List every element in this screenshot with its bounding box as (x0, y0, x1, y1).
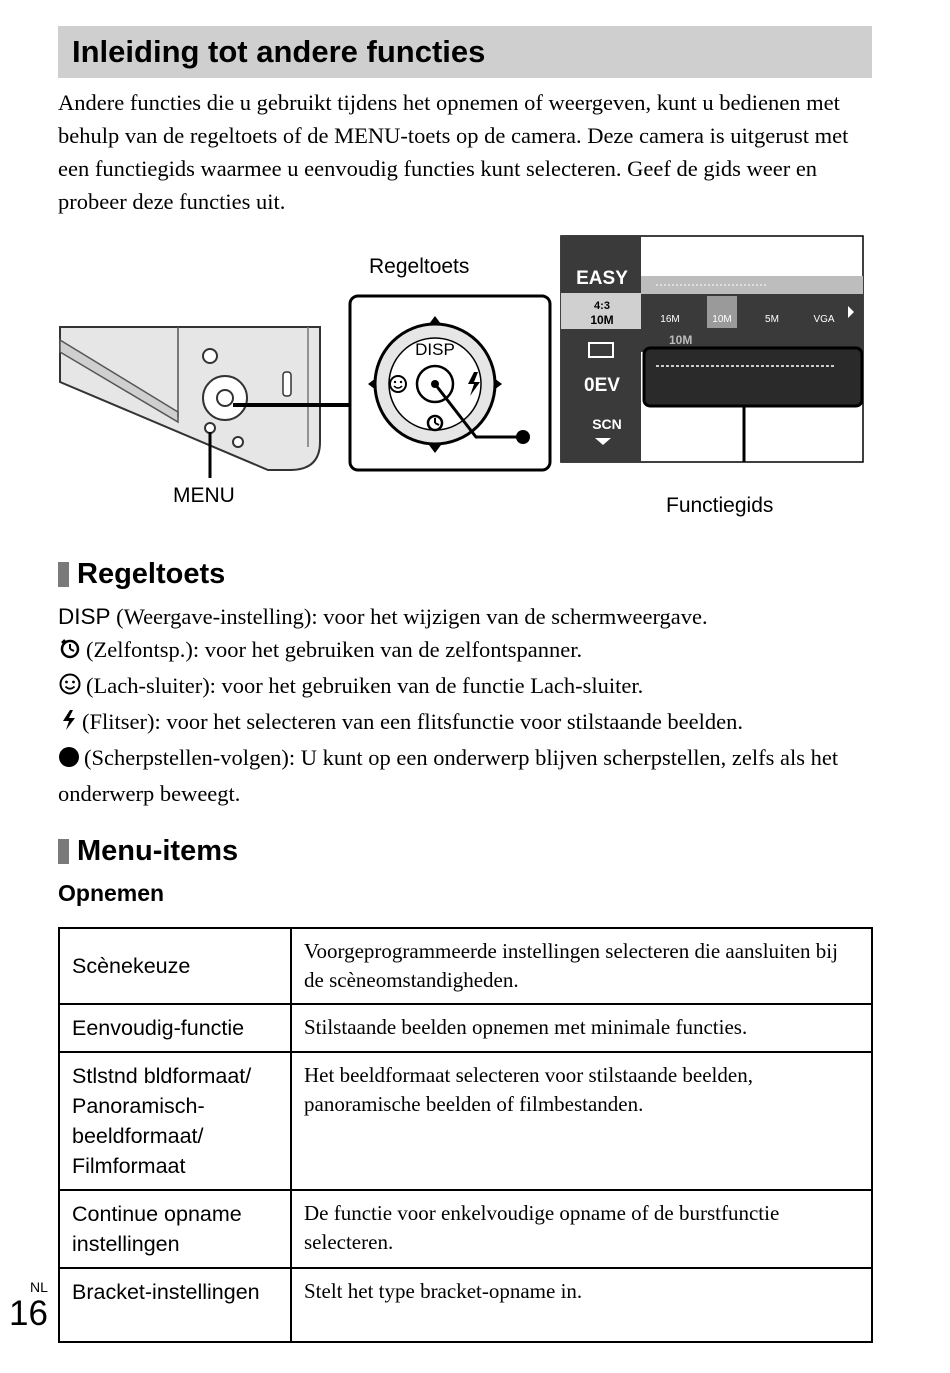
screen-scn-text: SCN (592, 416, 622, 432)
self-timer-text: (Zelfontsp.): voor het gebruiken van de zelfontspanner. (86, 637, 583, 662)
menu-item-description: De functie voor enkelvoudige opname of de burstfunctie selecteren. (291, 1190, 872, 1268)
menu-items-heading-text: Menu-items (77, 835, 239, 867)
smile-shutter-icon (58, 672, 82, 705)
screen-current-size: 10M (590, 313, 614, 327)
table-row (59, 1004, 872, 1052)
intro-paragraph: Andere functies die u gebruikt tijdens het opnemen of weergeven, kunt u bedienen met behulp van de regeltoets of de MENU-toets op de camera. Deze camera is uitgerust met een functiegids waarmee u eenvoudig functies kunt selecteren. Geef de gids weer en probeer deze functies uit. (58, 90, 849, 214)
page-language: NL (30, 1279, 48, 1295)
heading-marker (58, 562, 69, 587)
menu-item-name: Scènekeuze (59, 928, 291, 1004)
focus-tracking-description (58, 741, 888, 810)
control-key-label: Regeltoets (369, 255, 470, 278)
regeltoets-heading-text: Regeltoets (77, 558, 226, 590)
disp-key-label: DISP (58, 604, 111, 629)
screen-size-option: 10M (712, 314, 732, 325)
smile-shutter-description (58, 669, 888, 705)
menu-item-description: Stelt het type bracket-opname in. (291, 1268, 872, 1342)
screen-size-option: 5M (765, 314, 779, 325)
menu-item-description: Het beeldformaat selecteren voor stilstaande beelden, panoramische beelden of filmbestanden. (291, 1052, 872, 1190)
function-guide-label: Functiegids (666, 494, 774, 517)
focus-tracking-text: (Scherpstellen-volgen): U kunt op een onderwerp blijven scherpstellen, zelfs als het onderwerp beweegt. (58, 745, 839, 806)
menu-items-heading (58, 835, 238, 868)
screen-size-option: VGA (813, 314, 835, 325)
menu-button-label: MENU (173, 484, 235, 507)
table-row (59, 928, 872, 1004)
page-title: Inleiding tot andere functies (72, 34, 486, 69)
menu-item-description: Stilstaande beelden opnemen met minimale functies. (291, 1004, 872, 1052)
flash-text: (Flitser): voor het selecteren van een flitsfunctie voor stilstaande beelden. (82, 709, 744, 734)
self-timer-icon (58, 636, 82, 669)
screen-size-readout: 10M (669, 333, 693, 347)
camera-body (60, 327, 350, 478)
disp-text: (Weergave-instelling): voor het wijzigen van de schermweergave. (110, 604, 708, 629)
opnemen-subheading: Opnemen (58, 880, 165, 906)
regeltoets-heading (58, 558, 225, 591)
screen-easy-text: EASY (576, 268, 628, 289)
control-key-callout (350, 296, 550, 470)
table-row (59, 1052, 872, 1190)
menu-item-description: Voorgeprogrammeerde instellingen selecteren die aansluiten bij de scèneomstandigheden. (291, 928, 872, 1004)
camera-figure (58, 232, 878, 532)
table-row (59, 1268, 872, 1342)
menu-item-name: Eenvoudig-functie (59, 1004, 291, 1052)
menu-items-table (58, 927, 873, 1343)
dial-disp-label: DISP (415, 340, 455, 359)
flash-description (58, 705, 888, 741)
screen-size-option: 16M (660, 314, 680, 325)
regeltoets-descriptions (58, 600, 888, 810)
flash-icon (58, 708, 78, 741)
focus-tracking-icon (58, 744, 80, 777)
screen-ratio-text: 4:3 (594, 300, 610, 312)
heading-marker (58, 839, 69, 864)
screen-ev-text: 0EV (584, 375, 620, 396)
table-row (59, 1190, 872, 1268)
smile-shutter-text: (Lach-sluiter): voor het gebruiken van de functie Lach-sluiter. (86, 673, 644, 698)
menu-item-name: Stlstnd bldformaat/ Panoramisch-beeldformaat/ Filmformaat (59, 1052, 291, 1190)
menu-item-name: Continue opname instellingen (59, 1190, 291, 1268)
page-number: 16 (9, 1294, 48, 1333)
disp-description (58, 600, 888, 633)
self-timer-description (58, 633, 888, 669)
section-title-bar (58, 26, 872, 78)
menu-item-name: Bracket-instellingen (59, 1268, 291, 1342)
